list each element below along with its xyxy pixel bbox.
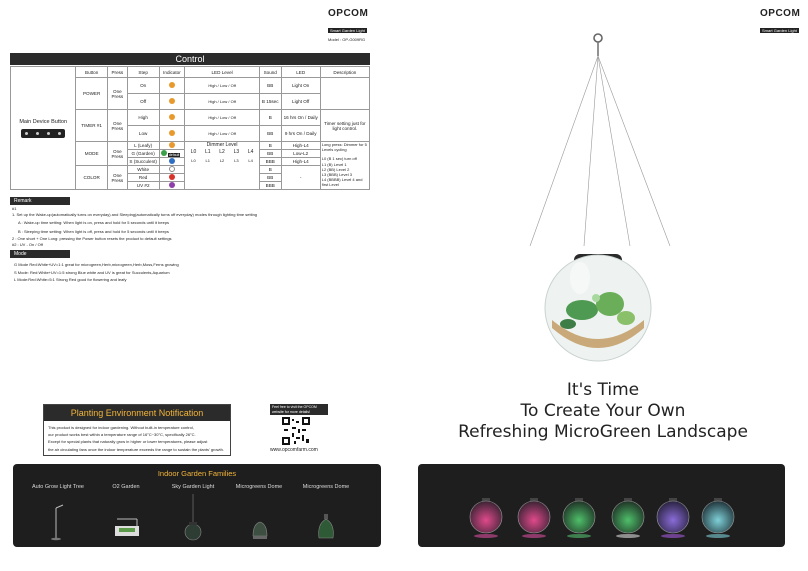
mode-button-name: MODE [76,142,108,166]
remark-line: 1. Set up the Wake-up(automatically turns on everyday) and Sleeping(automatically turns off everyday) modes through lighting time setting [12,212,258,218]
remark-line: #1 [12,206,17,211]
color-press: One Press [107,166,127,190]
mode-sound-leafy: B [259,142,281,150]
col-header-description: Description [320,67,369,78]
families-panel [13,464,381,547]
color-step-red: Red [127,174,159,182]
mode-indicator-succulent [159,158,185,166]
col-header-sound: Sound [259,67,281,78]
remark-body [12,206,372,247]
right-brand-subtitle: Smart Garden Light [762,28,797,33]
terrarium-sphere [702,498,734,538]
notice-line: This product is designed for indoor gardening. Without built-in temperature control, [48,425,194,430]
microgreens-dome-icon [253,522,267,539]
sphere-lineup-panel [418,464,785,547]
microgreens-dome-icon [319,514,334,538]
terrarium-sphere [563,498,595,538]
mode-led-garden: Low-L2 [281,150,320,158]
grow-light-tree-icon [51,505,63,540]
default-tag: default [168,153,180,157]
indicator-dot [169,82,175,88]
family-products [13,464,381,547]
mode-step-leafy: L (Leafy) [127,142,159,150]
level-note: L4 (BBBB) Level 4 and first Level [321,177,363,188]
color-sound-white: B [259,166,281,174]
terrarium-sphere [470,498,502,538]
col-header-button: Button [76,67,108,78]
mode-line: G Mode Red:White+UV=1:1 great for microgreen,Herb,microgreen,Herb,Moss,Ferns growing [14,262,179,267]
indicator-dot [169,114,175,120]
dimmer-level-l1: L1 [205,148,211,155]
family-label-dome1: Microgreens Dome [235,484,283,490]
color-sound-red: BB [259,174,281,182]
device-button-dot[interactable] [47,132,50,135]
hanging-terrarium-illustration [510,28,690,368]
mode-line: L Mode:Red:White=5:1 Strong Red good for flowering and leafy [14,277,127,283]
device-button-bar [21,129,65,138]
dimmer-level-l2: L2 [219,158,225,163]
headline-line-2: To Create Your Own [520,401,686,421]
notice-line: Except for special plants that naturally grow in higher or lower temperatures, please adjust [48,439,208,445]
planting-notice [43,404,231,456]
control-table [10,66,370,190]
indicator-dot [169,142,175,148]
dimmer-level-l0: L0 [191,158,196,163]
qr-block [270,404,328,454]
timer-led-low: 9 hrs On / Daily [281,126,320,142]
power-indicator-off [159,94,185,110]
hanging-cables [530,56,670,246]
left-brand-subtitle: Smart Garden Light [330,28,365,33]
level-note: L0 (B 1 sec) turn off [321,156,357,162]
indicator-dot [169,166,175,172]
mode-led-leafy: High-L4 [281,142,320,150]
col-header-led-level: LED Level [185,67,259,78]
indicator-dot [169,130,175,136]
power-led-on: Light On [281,78,320,94]
mode-sound-garden: BB [259,150,281,158]
remark-line: 2 : One short + One Long: pressing the Power button resets the product to default settings [12,235,172,241]
timer-step-low: Low [127,126,159,142]
remark-title: Remark [10,197,70,205]
mode-description-long-press: Long press: Dimmer for 5 Levels cycling [321,142,367,153]
mode-line: S Mode: Red:White+UV=1:5 strong Blue white and UV is great for Succulents,Aquarium [14,269,170,275]
terrarium-sphere [612,498,644,538]
col-header-step: Step [127,67,159,78]
power-description [320,78,369,110]
col-header-press: Press [107,67,127,78]
terrarium-sphere [518,498,550,538]
timer-led-high: 16 hrs On / Daily [281,110,320,126]
left-brand-block [328,8,388,42]
indicator-dot [169,98,175,104]
col-header-indicator: Indicator [159,67,185,78]
power-step-off: Off [127,94,159,110]
timer-description: Timer setting just for light control. [320,110,369,142]
mode-indicator-garden [159,150,185,158]
glass-sphere [545,255,651,361]
dimmer-level-l1: L1 [205,158,210,163]
mode-description [320,142,369,190]
power-sound-off: B 15sec [259,94,281,110]
headline-line-1: It's Time [566,380,640,400]
level-note: L2 (BB) Level 2 [321,166,350,172]
device-button-dot[interactable] [36,132,39,135]
timer-sound-high: B [259,110,281,126]
timer-press: One Press [107,110,127,142]
notice-line: our product works best within a temperature range of 16°C~30°C, specifically 26°C. [48,432,196,438]
power-step-on: On [127,78,159,94]
family-label-sky: Sky Garden Light [171,484,215,490]
notice-line: the air circulating fans once the indoor temperature exceeds the range to sustain the plants' growth. [48,446,224,452]
right-brand-block [760,8,804,37]
mode-press: One Press [107,142,127,166]
level-note: L3 (BBB) Level 3 [321,171,352,177]
notice-body [44,421,230,456]
remark-line: B : Sleeping time setting: When light is off, press and hold for 5 seconds until it beeps [18,228,169,234]
color-led: - [281,166,320,190]
indicator-dot [169,182,175,188]
device-cell [11,67,76,190]
qr-url[interactable]: www.opcomfarm.com [270,447,318,454]
hook-icon [594,34,602,56]
mode-led-succulent: High-L4 [281,158,320,166]
power-led-off: Light Off [281,94,320,110]
qr-pattern [282,417,310,445]
dimmer-level-l4: L4 [247,148,254,155]
timer-led-level-low: High / Low / Off [185,126,259,142]
timer-indicator-high [159,110,185,126]
power-led-level-on: High / Low / Off [185,78,259,94]
dimmer-level-l2: L2 [219,148,225,155]
control-header-row [11,67,370,78]
color-indicator-red [159,174,185,182]
dimmer-levels [185,142,259,190]
family-label-tree: Auto Grow Light Tree [32,484,84,490]
power-press: One Press [107,78,127,110]
right-brand-logo: OPCOM [760,8,801,19]
color-sound-uv: BBB [259,182,281,190]
device-label: Main Device Button [19,118,68,125]
dimmer-level-l3: L3 [234,158,239,163]
terrarium-sphere [657,498,689,538]
qr-caption: Feel free to visit the OPCOM website for more details! [270,404,328,415]
headline-line-3: Refreshing MicroGreen Landscape [458,422,748,442]
indicator-dot [169,158,175,164]
sky-garden-icon [185,494,201,540]
power-indicator-on [159,78,185,94]
dimmer-level-l3: L3 [233,148,240,155]
families-title: Indoor Garden Families [157,469,237,478]
dimmer-level-row [186,149,257,156]
color-button-name: COLOR [76,166,108,190]
dimmer-level-l0: L0 [190,148,197,155]
color-indicator-white [159,166,185,174]
sphere-lineup [418,464,785,547]
family-label-dome2: Microgreens Dome [302,484,350,490]
timer-sound-low: BB [259,126,281,142]
power-sound-on: BB [259,78,281,94]
color-step-uv: UV #2 [127,182,159,190]
notice-title: Planting Environment Notification [44,405,230,421]
family-label-o2: O2 Garden [112,484,140,490]
timer-led-level-high: High / Low / Off [185,110,259,126]
color-step-white: White [127,166,159,174]
timer-indicator-low [159,126,185,142]
timer-button-name: TIMER #1 [76,110,108,142]
headline [438,380,768,443]
mode-section-body [14,261,374,284]
col-header-led: LED [281,67,320,78]
device-button-dot[interactable] [25,132,28,135]
control-title: Control [10,53,370,65]
mode-sound-succulent: BBB [259,158,281,166]
indicator-dot [169,174,175,180]
color-indicator-uv [159,182,185,190]
dimmer-level-row-2 [186,158,257,163]
qr-code[interactable] [282,417,310,445]
remark-line: A : Wake-up time setting: When light is on, press and hold for 5 seconds until it beeps [18,220,170,226]
mode-step-garden: G (Garden) [127,150,159,158]
mode-step-succulent: S (Succulent) [127,158,159,166]
power-led-level-off: High / Low / Off [185,94,259,110]
mode-indicator-leafy [159,142,185,150]
power-button-name: POWER [76,78,108,110]
device-button-dot[interactable] [58,132,61,135]
left-brand-logo: OPCOM [328,8,369,19]
level-note: L1 (B) Level 1 [321,161,347,167]
o2-garden-icon [115,519,139,536]
mode-section-title: Mode [10,250,70,258]
dimmer-title: Dimmer Level [206,142,238,148]
timer-step-high: High [127,110,159,126]
left-model-number: Model : OP-G009RG [328,37,366,42]
indicator-dot [161,150,167,156]
remark-line: #2 : UV - On / Off [12,241,43,247]
dimmer-level-l4: L4 [248,158,253,163]
